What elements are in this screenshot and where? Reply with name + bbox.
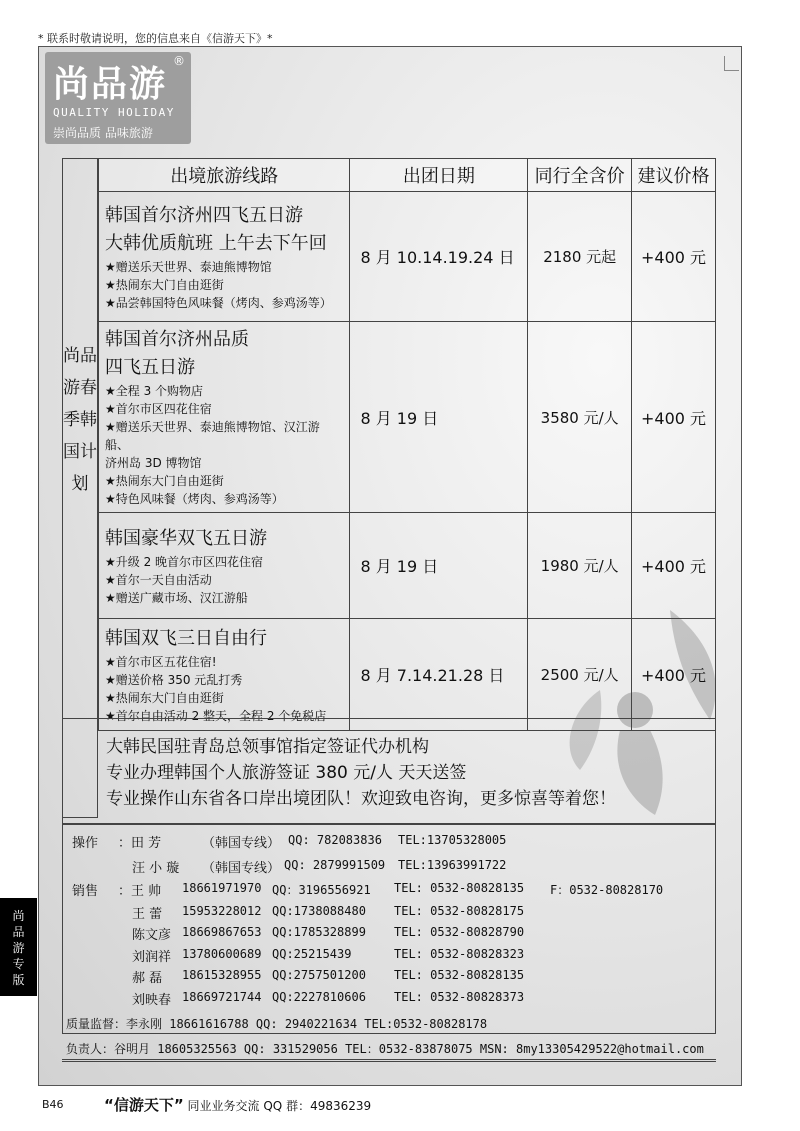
sales-qq: QQ：3196556921 <box>272 883 371 897</box>
top-note: * 联系时敬请说明，您的信息来自《信游天下》* <box>38 32 273 45</box>
operator-qq: QQ: 782083836 <box>288 833 382 847</box>
price-cell: 3580 元/人 <box>528 322 632 513</box>
operator-qq: QQ: 2879991509 <box>284 858 386 872</box>
route-feature: ★首尔一天自由活动 <box>105 572 212 587</box>
route-feature: ★赠送乐天世界、泰迪熊博物馆、汉江游船、 <box>105 420 320 452</box>
route-cell <box>99 322 350 513</box>
side-tab <box>0 898 37 996</box>
sales-qq: QQ:2227810606 <box>272 990 366 1004</box>
sales-mobile: 18615328955 <box>182 968 262 982</box>
visa-info <box>106 734 616 812</box>
route-title: 韩国双飞三日自由行 <box>105 627 267 649</box>
footer-info <box>104 1094 371 1115</box>
route-feature: ★首尔市区五花住宿! <box>105 654 217 669</box>
suggest-cell: +400 元 <box>632 513 716 619</box>
logo-english: QUALITY HOLIDAY <box>53 106 175 119</box>
brand-logo <box>45 52 191 144</box>
suggest-cell: +400 元 <box>632 322 716 513</box>
route-title: 四飞五日游 <box>105 357 195 378</box>
footer-text: 同业业务交流 QQ 群：49836239 <box>187 1099 372 1113</box>
sales-qq: QQ:1785328899 <box>272 925 366 939</box>
sales-qq: QQ:1738088480 <box>272 904 366 918</box>
route-feature: ★品尝韩国特色风味餐（烤肉、参鸡汤等） <box>105 295 332 310</box>
route-title: 韩国首尔济州四飞五日游 <box>105 204 303 226</box>
route-feature: ★热闹东大门自由逛街 <box>105 474 224 488</box>
sales-name: ：王 帅 <box>118 884 162 899</box>
operator-tel: TEL:13963991722 <box>398 858 507 872</box>
route-feature: 济州岛 3D 博物馆 <box>105 456 202 470</box>
date-cell: 8 月 7.14.21.28 日 <box>350 619 528 731</box>
sales-tel: TEL: 0532-80828373 <box>394 990 525 1004</box>
side-title: 尚品游春季韩国计划 <box>63 346 97 494</box>
header-price: 同行全含价 <box>528 159 632 192</box>
price-cell: 2180 元起 <box>528 192 632 322</box>
sales-name: 王 蕾 <box>132 907 163 922</box>
sales-mobile: 15953228012 <box>182 904 262 918</box>
sales-tel: TEL: 0532-80828790 <box>394 925 525 939</box>
route-feature: ★首尔自由活动 2 整天，全程 2 个免税店 <box>105 708 327 723</box>
sales-mobile: 13780600689 <box>182 947 262 961</box>
operator-label: 操作 <box>72 836 99 851</box>
route-feature: ★特色风味餐（烤肉、参鸡汤等） <box>105 492 284 506</box>
table-row <box>99 322 716 513</box>
route-feature: ★赠送广藏市场、汉江游船 <box>105 590 248 605</box>
sales-mobile: 18661971970 <box>182 881 262 895</box>
sales-name: 郝 磊 <box>132 971 163 986</box>
route-feature: ★赠送乐天世界、泰迪熊博物馆 <box>105 259 272 274</box>
sales-tel: TEL: 0532-80828323 <box>394 947 525 961</box>
route-title: 大韩优质航班 上午去下午回 <box>105 232 327 254</box>
route-cell <box>99 619 350 731</box>
price-cell: 1980 元/人 <box>528 513 632 619</box>
operator-name: ：田 芳 <box>118 836 162 851</box>
header-route: 出境旅游线路 <box>99 159 350 192</box>
route-feature: ★全程 3 个购物店 <box>105 384 204 398</box>
date-cell: 8 月 19 日 <box>350 322 528 513</box>
header-suggest: 建议价格 <box>632 159 716 192</box>
sales-label: 销售 <box>72 884 99 899</box>
price-cell: 2500 元/人 <box>528 619 632 731</box>
sales-mobile: 18669867653 <box>182 925 262 939</box>
sales-qq: QQ:25215439 <box>272 947 352 961</box>
sales-name: 陈文彦 <box>132 928 172 943</box>
route-feature: ★赠送价格 350 元乱打秀 <box>105 672 243 687</box>
responsible-person: 负责人：谷明月 18605325563 QQ: 331529056 TEL：0532-83878075 MSN: 8my13305429522@hotmail.com <box>66 1042 704 1056</box>
table-row <box>99 192 716 322</box>
route-feature: ★升级 2 晚首尔市区四花住宿 <box>105 554 264 569</box>
visa-line: 专业办理韩国个人旅游签证 380 元/人 天天送签 <box>106 763 467 783</box>
route-feature: ★首尔市区四花住宿 <box>105 402 212 416</box>
visa-line: 专业操作山东省各口岸出境团队！欢迎致电咨询，更多惊喜等着您！ <box>106 789 616 809</box>
route-table <box>98 158 716 731</box>
route-cell <box>99 513 350 619</box>
footer-brand: “信游天下” <box>104 1096 184 1114</box>
route-feature: ★热闹东大门自由逛街 <box>105 690 224 705</box>
operator-name: 汪 小 璇 <box>132 861 180 876</box>
logo-reg: ® <box>173 54 185 68</box>
route-title: 韩国豪华双飞五日游 <box>105 527 267 549</box>
operator-note: （韩国专线） <box>202 861 281 876</box>
table-row <box>99 513 716 619</box>
sales-qq: QQ:2757501200 <box>272 968 366 982</box>
route-cell <box>99 192 350 322</box>
visa-line: 大韩民国驻青岛总领事馆指定签证代办机构 <box>106 737 429 757</box>
sales-mobile: 18669721744 <box>182 990 262 1004</box>
page-number: B46 <box>42 1098 64 1111</box>
operator-tel: TEL:13705328005 <box>398 833 507 847</box>
corner-mark <box>724 56 739 71</box>
operator-note: （韩国专线） <box>202 836 281 851</box>
date-cell: 8 月 10.14.19.24 日 <box>350 192 528 322</box>
sales-tel: TEL: 0532-80828135 <box>394 881 525 895</box>
sales-tel: TEL: 0532-80828135 <box>394 968 525 982</box>
sales-fax: F：0532-80828170 <box>550 883 664 897</box>
quality-supervisor: 质量监督：李永刚 18661616788 QQ: 2940221634 TEL:0532-80828178 <box>66 1017 488 1031</box>
date-cell: 8 月 19 日 <box>350 513 528 619</box>
route-feature: ★热闹东大门自由逛街 <box>105 277 224 292</box>
header-date: 出团日期 <box>350 159 528 192</box>
side-tab-text: 尚品游专版 <box>12 909 25 987</box>
route-title: 韩国首尔济州品质 <box>105 329 249 350</box>
sales-name: 刘映春 <box>132 993 172 1008</box>
sales-name: 刘润祥 <box>132 950 172 965</box>
table-header-row <box>99 159 716 192</box>
suggest-cell: +400 元 <box>632 192 716 322</box>
logo-name: 尚品游 <box>53 64 168 105</box>
logo-slogan: 崇尚品质 品味旅游 <box>53 126 153 140</box>
suggest-cell: +400 元 <box>632 619 716 731</box>
table-row <box>99 619 716 731</box>
sales-tel: TEL: 0532-80828175 <box>394 904 525 918</box>
